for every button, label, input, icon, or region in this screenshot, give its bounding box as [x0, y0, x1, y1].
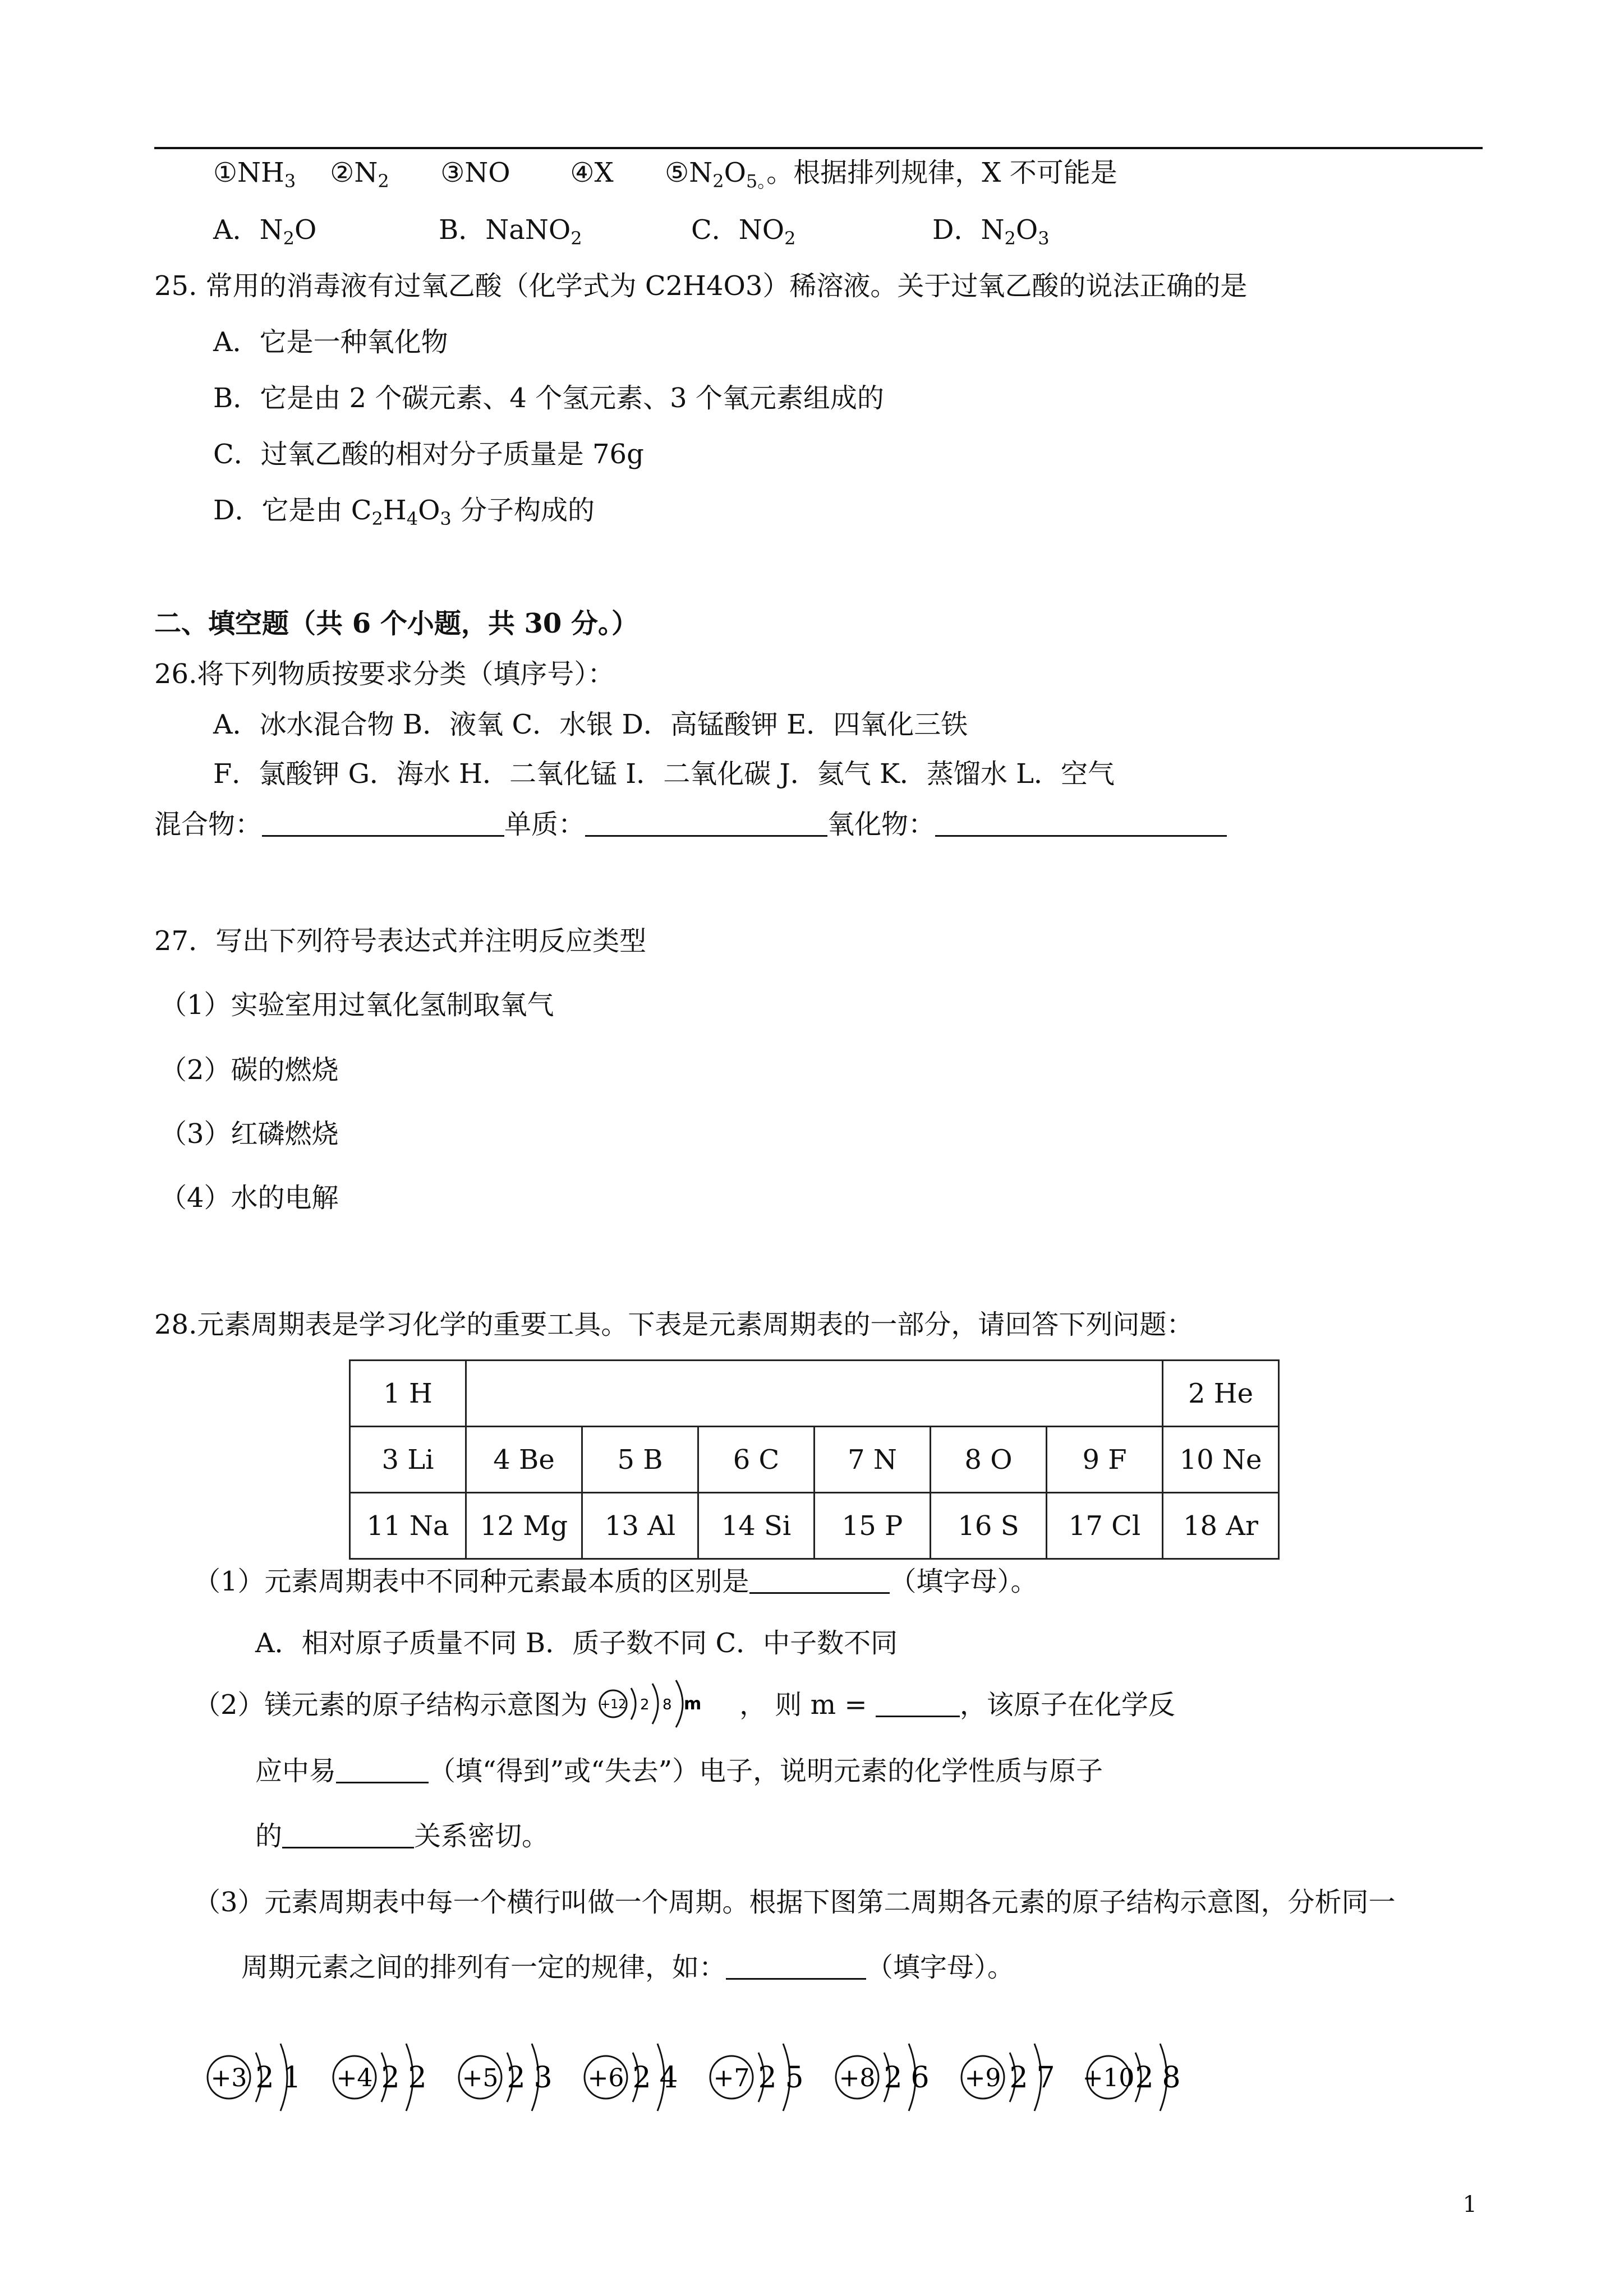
mg-shell-2: 8 [662, 1696, 672, 1713]
q28-part2-line3: 的 关系密切。 [255, 1820, 549, 1852]
mg-shell-arc-2 [652, 1684, 658, 1724]
atom-diagram [208, 2044, 301, 2111]
q24-items: $①NH_3$ $②N_2$ ③NO ④X $⑤N_2O_{5。}$。根据排列规律，X 不可能是 [213, 157, 1117, 192]
mg-nucleus-label: +12 [600, 1697, 627, 1712]
mg-atom-svg [596, 1678, 731, 1728]
shell-electron-count: 2 [632, 2061, 651, 2095]
shell-electron-count: 2 [1009, 2061, 1028, 2095]
mixture-blank[interactable] [262, 810, 504, 837]
q28-part1: （1）元素周期表中不同种元素最本质的区别是 （填字母）。 [194, 1566, 1038, 1597]
cell-li: 3 Li [350, 1427, 466, 1493]
nucleus-charge: +4 [336, 2064, 373, 2092]
q25-option-b: B．它是由 2 个碳元素、4 个氢元素、3 个氧元素组成的 [213, 382, 884, 414]
q24-option-b: B．NaNO$_2$ [439, 214, 582, 249]
shell-electron-count: 1 [282, 2061, 301, 2095]
nucleus-charge: +7 [713, 2064, 750, 2092]
cell-cl: 17 Cl [1047, 1493, 1163, 1559]
shell-electron-count: 2 [1135, 2061, 1154, 2095]
q25-option-d: D．它是由 $C_2H_4O_3$ 分子构成的 [213, 495, 595, 529]
q24-option-c: C．$NO_2$ [691, 214, 796, 249]
q24-option-d: D．$N_2O_3$ [932, 214, 1050, 249]
mg-shell-arc-1 [631, 1688, 636, 1719]
cell-be: 4 Be [466, 1427, 582, 1493]
header-rule [154, 147, 1483, 149]
element-blank[interactable] [585, 810, 827, 837]
period2-atom-diagrams [191, 2028, 1624, 2140]
periodic-table [349, 1359, 1280, 1560]
shell-electron-count: 2 [758, 2061, 777, 2095]
cell-n: 7 N [815, 1427, 931, 1493]
shell-electron-count: 7 [1036, 2061, 1055, 2095]
cell-b: 5 B [582, 1427, 698, 1493]
cell-na: 11 Na [350, 1493, 466, 1559]
atom-diagram [459, 2044, 553, 2111]
cell-o: 8 O [931, 1427, 1047, 1493]
mg-shell-arc-3 [676, 1680, 683, 1727]
cell-ar: 18 Ar [1163, 1493, 1279, 1559]
section-title: 二、填空题（共 6 个小题，共 30 分。） [154, 608, 639, 639]
shell-electron-count: 4 [659, 2061, 678, 2095]
cell-ne: 10 Ne [1163, 1427, 1279, 1493]
atom-diagram [585, 2044, 678, 2111]
q28-stem: 28.元素周期表是学习化学的重要工具。下表是元素周期表的一部分，请回答下列问题： [154, 1309, 1194, 1340]
q27-item-3: （3）红磷燃烧 [160, 1118, 339, 1150]
cell-mg: 12 Mg [466, 1493, 582, 1559]
part1-blank[interactable] [749, 1567, 890, 1594]
q27-item-4: （4）水的电解 [160, 1182, 339, 1214]
q26-answer-line: 混合物： 单质： 氧化物： [154, 808, 1227, 841]
nucleus-charge: +3 [210, 2064, 247, 2092]
q28-part2-line1: （2）镁元素的原子结构示意图为 +12 2 8 m ， 则 m = ，该原子在化学反 [194, 1688, 1175, 1724]
atom-diagram [1083, 2044, 1181, 2111]
atom-diagram [961, 2044, 1055, 2111]
cell-si: 14 Si [698, 1493, 815, 1559]
shell-electron-count: 2 [884, 2061, 903, 2095]
q26-row1: A．冰水混合物 B．液氧 C．水银 D．高锰酸钾 E．四氧化三铁 [213, 709, 968, 740]
q26-stem: 26.将下列物质按要求分类（填序号）： [154, 658, 615, 690]
shell-electron-count: 8 [1162, 2061, 1181, 2095]
cell-p: 15 P [815, 1493, 931, 1559]
nucleus-charge: +6 [587, 2064, 624, 2092]
m-blank[interactable] [876, 1691, 960, 1717]
q27-item-1: （1）实验室用过氧化氢制取氧气 [160, 989, 554, 1021]
shell-electron-count: 2 [408, 2061, 427, 2095]
q25-stem: 25. 常用的消毒液有过氧乙酸（化学式为 C2H4O3）稀溶液。关于过氧乙酸的说法正确的是 [154, 270, 1248, 302]
relation-blank[interactable] [282, 1822, 414, 1848]
shell-electron-count: 3 [533, 2061, 553, 2095]
shell-electron-count: 2 [255, 2061, 274, 2095]
atom-diagram [710, 2044, 804, 2111]
q28-part3-line1: （3）元素周期表中每一个横行叫做一个周期。根据下图第二周期各元素的原子结构示意图，分析同一 [194, 1887, 1396, 1918]
cell-he: 2 He [1163, 1361, 1279, 1427]
shell-electron-count: 2 [507, 2061, 526, 2095]
q28-part1-options: A．相对原子质量不同 B．质子数不同 C．中子数不同 [255, 1628, 898, 1659]
mg-shell-1: 2 [640, 1696, 650, 1713]
gain-lose-blank[interactable] [336, 1757, 429, 1783]
q24-option-a: A．$N_2O$ [213, 214, 317, 249]
q26-row2: F．氯酸钾 G．海水 H．二氧化锰 I．二氧化碳 J．氦气 K．蒸馏水 L．空气 [213, 758, 1115, 790]
oxide-blank[interactable] [935, 810, 1227, 837]
q28-part2-line2: 应中易 （填“得到”或“失去”）电子，说明元素的化学性质与原子 [255, 1755, 1103, 1787]
cell-al: 13 Al [582, 1493, 698, 1559]
cell-c: 6 C [698, 1427, 815, 1493]
q25-option-a: A．它是一种氧化物 [213, 326, 448, 358]
page-number: 1 [1462, 2192, 1477, 2217]
nucleus-charge: +10 [1082, 2064, 1135, 2092]
nucleus-charge: +5 [462, 2064, 499, 2092]
shell-electron-count: 5 [785, 2061, 804, 2095]
cell-s: 16 S [931, 1493, 1047, 1559]
nucleus-charge: +9 [964, 2064, 1001, 2092]
q25-option-c: C．过氧乙酸的相对分子质量是 76g [213, 439, 644, 470]
atom-diagram [836, 2044, 930, 2111]
nucleus-charge: +8 [839, 2064, 876, 2092]
shell-electron-count: 6 [910, 2061, 930, 2095]
cell-f: 9 F [1047, 1427, 1163, 1493]
q28-part3-line2: 周期元素之间的排列有一定的规律，如： （填字母）。 [241, 1952, 1015, 1983]
q27-stem: 27．写出下列符号表达式并注明反应类型 [154, 925, 647, 957]
mg-shell-3: m [683, 1694, 702, 1714]
cell-h: 1 H [350, 1361, 466, 1427]
mg-atom-diagram [596, 1690, 731, 1724]
q27-item-2: （2）碳的燃烧 [160, 1054, 339, 1086]
part3-blank[interactable] [726, 1953, 866, 1980]
atom-diagram [333, 2044, 427, 2111]
shell-electron-count: 2 [381, 2061, 400, 2095]
table-gap [466, 1361, 1163, 1427]
